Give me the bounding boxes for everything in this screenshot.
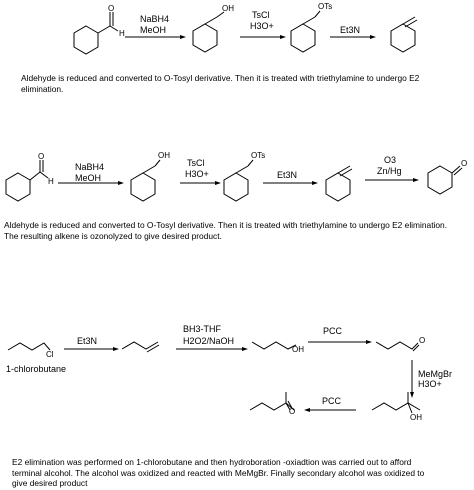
scheme-1 bbox=[74, 2, 417, 54]
reagent-meoh-2: MeOH bbox=[75, 173, 102, 183]
reagent-pcc-2: PCC bbox=[322, 396, 342, 406]
pentanone-oxygen-label: O bbox=[289, 407, 296, 416]
reagent-meoh: MeOH bbox=[140, 25, 167, 35]
2-pentanone-structure bbox=[250, 392, 295, 416]
ketone-oxygen-label: O bbox=[461, 159, 468, 168]
reagent-memgbr: MeMgBr bbox=[418, 369, 453, 379]
reaction-arrow-3 bbox=[330, 25, 376, 39]
scheme-3-caption bbox=[12, 457, 462, 489]
scheme-2-caption-line-1: Aldehyde is reduced and converted to O-Tosyl derivative. Then it is treated with triethylamine to undergo E2 elimination. bbox=[4, 220, 448, 230]
reagent-et3n-2: Et3N bbox=[277, 170, 298, 180]
tosylate-structure-2 bbox=[224, 151, 265, 201]
reaction-arrow-12 bbox=[304, 396, 356, 412]
reaction-arrow-7 bbox=[365, 155, 419, 182]
tosylate-structure bbox=[291, 2, 332, 52]
reaction-arrow-10 bbox=[308, 326, 372, 344]
cyclohexanecarbaldehyde-structure-2 bbox=[6, 152, 54, 201]
scheme-3-caption-line-2: terminal alcohol. The alcohol was oxidized and reacted with MeMgBr. Finally secondary alcohol was oxidized to bbox=[12, 467, 425, 478]
tosylate-ots-label-2: OTs bbox=[251, 151, 266, 160]
methylenecyclohexane-structure-2 bbox=[326, 166, 352, 201]
1-chlorobutane-structure bbox=[8, 343, 54, 359]
methylenecyclohexane-structure bbox=[391, 17, 417, 52]
reagent-h3o-3: H3O+ bbox=[418, 379, 442, 389]
butanal-structure bbox=[376, 336, 425, 351]
aldehyde-oxygen-label: O bbox=[108, 4, 115, 13]
reaction-arrow-5 bbox=[180, 158, 221, 185]
scheme-3-caption-line-1: E2 elimination was performed on 1-chlorobutane and then hydroboration -oxiadtion was carried out to afford bbox=[12, 457, 412, 467]
aldehyde-hydrogen-label-2: H bbox=[48, 177, 54, 186]
scheme-3 bbox=[6, 324, 452, 422]
scheme-1-caption-line-2: elimination. bbox=[21, 83, 64, 94]
reagent-h3o: H3O+ bbox=[250, 21, 274, 31]
reagent-bh3-thf: BH3-THF bbox=[183, 324, 221, 334]
reaction-arrow-2 bbox=[240, 10, 286, 39]
reagent-pcc: PCC bbox=[323, 326, 343, 336]
alcohol-oh-label: OH bbox=[222, 4, 234, 13]
scheme-2-caption bbox=[4, 220, 470, 241]
scheme-1-caption bbox=[21, 73, 461, 94]
2-pentanol-structure bbox=[372, 392, 422, 422]
starting-material-name: 1-chlorobutane bbox=[6, 364, 67, 374]
alcohol-oh-label-2: OH bbox=[158, 151, 170, 160]
reaction-arrow-1 bbox=[125, 14, 186, 39]
reagent-h2o2-naoh: H2O2/NaOH bbox=[183, 336, 235, 346]
cyclohexanone-structure bbox=[428, 159, 467, 194]
pentanol-oh-label: OH bbox=[410, 413, 422, 422]
scheme-2 bbox=[6, 151, 467, 201]
chlorine-label: Cl bbox=[46, 350, 54, 359]
reagent-nabh4: NaBH4 bbox=[140, 14, 170, 24]
reaction-arrow-11 bbox=[410, 360, 452, 398]
cyclohexanecarbaldehyde-structure bbox=[74, 4, 125, 54]
reagent-nabh4-2: NaBH4 bbox=[75, 162, 105, 172]
reagent-o3: O3 bbox=[384, 155, 397, 165]
reagent-tscl: TsCl bbox=[252, 10, 270, 20]
reagent-tscl-2: TsCl bbox=[187, 158, 205, 168]
1-butanol-structure bbox=[252, 342, 304, 354]
reagent-et3n-3: Et3N bbox=[77, 336, 98, 346]
aldehyde-hydrogen-label: H bbox=[119, 29, 125, 38]
scheme-1-caption-line-1: Aldehyde is reduced and converted to O-Tosyl derivative. Then it is treated with triethylamine to undergo E2 bbox=[21, 73, 420, 83]
cyclohexylmethanol-structure-2 bbox=[131, 151, 170, 201]
butanol-oh-label: OH bbox=[292, 345, 304, 354]
1-butene-structure bbox=[122, 342, 159, 352]
butanal-oxygen-label: O bbox=[419, 336, 426, 345]
aldehyde-oxygen-label-2: O bbox=[38, 152, 45, 161]
cyclohexylmethanol-structure bbox=[193, 4, 234, 52]
reaction-arrow-6 bbox=[263, 170, 318, 185]
reagent-znhg: Zn/Hg bbox=[377, 166, 402, 176]
reagent-et3n: Et3N bbox=[340, 25, 361, 35]
scheme-2-caption-line-2: The resulting alkene is ozonolyzed to give desired product. bbox=[4, 230, 222, 241]
scheme-3-caption-line-3: give desired product bbox=[12, 478, 88, 488]
reaction-arrow-9 bbox=[176, 324, 248, 351]
reagent-h3o-2: H3O+ bbox=[185, 169, 209, 179]
reaction-arrow-4 bbox=[58, 162, 124, 185]
tosylate-ots-label: OTs bbox=[318, 2, 333, 11]
reaction-arrow-8 bbox=[64, 336, 119, 351]
